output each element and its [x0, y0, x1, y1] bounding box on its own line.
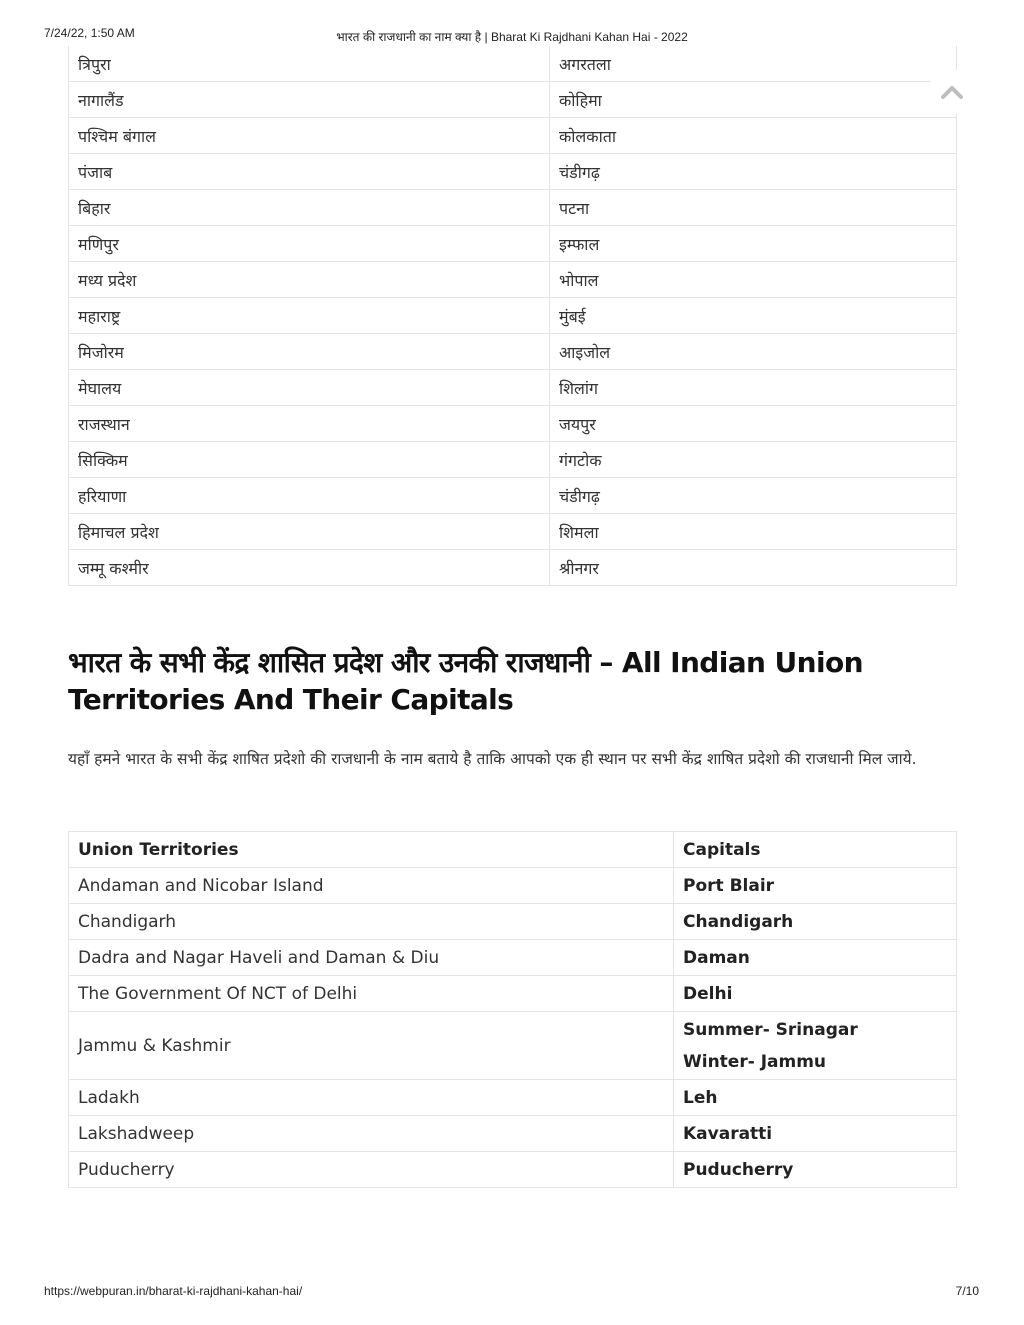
state-cell: त्रिपुरा — [69, 46, 550, 82]
state-cell: हरियाणा — [69, 478, 550, 514]
header-union-territories: Union Territories — [69, 832, 674, 868]
table-row — [69, 370, 957, 406]
capital-cell: Daman — [674, 940, 957, 976]
page-number: 7/10 — [955, 1284, 979, 1298]
territory-cell: Ladakh — [69, 1080, 674, 1116]
table-header-row — [69, 832, 957, 868]
state-cell: जम्मू कश्मीर — [69, 550, 550, 586]
capital-cell: Leh — [674, 1080, 957, 1116]
table-row — [69, 1152, 957, 1188]
capital-cell: शिमला — [550, 514, 957, 550]
territory-cell: Andaman and Nicobar Island — [69, 868, 674, 904]
print-page-title: भारत की राजधानी का नाम क्या है | Bharat Ki Rajdhani Kahan Hai - 2022 — [336, 30, 688, 44]
capital-cell: अगरतला — [550, 46, 957, 82]
table-row — [69, 82, 957, 118]
intro-paragraph: यहाँ हमने भारत के सभी केंद्र शाषित प्रदेशो की राजधानी के नाम बताये है ताकि आपको एक ही स्थान पर सभी केंद्र शाषित प्रदेशो की राजधानी मिल जाये. — [68, 750, 917, 768]
section-heading: भारत के सभी केंद्र शासित प्रदेश और उनकी राजधानी – All Indian Union Territories And Their Capitals — [68, 646, 863, 716]
capital-cell: गंगटोक — [550, 442, 957, 478]
states-capitals-table — [68, 46, 957, 586]
territory-cell: Chandigarh — [69, 904, 674, 940]
territory-cell: Dadra and Nagar Haveli and Daman & Diu — [69, 940, 674, 976]
capital-cell: कोलकाता — [550, 118, 957, 154]
table-row — [69, 298, 957, 334]
winter-capital: Winter- Jammu — [683, 1051, 827, 1072]
table-row — [69, 940, 957, 976]
capital-cell: जयपुर — [550, 406, 957, 442]
state-cell: नागालैंड — [69, 82, 550, 118]
page-url: https://webpuran.in/bharat-ki-rajdhani-kahan-hai/ — [44, 1284, 303, 1298]
territory-cell: Lakshadweep — [69, 1116, 674, 1152]
state-cell: पश्चिम बंगाल — [69, 118, 550, 154]
table-row — [69, 190, 957, 226]
state-cell: महाराष्ट्र — [69, 298, 550, 334]
table-row — [69, 46, 957, 82]
capital-cell: चंडीगढ़ — [550, 154, 957, 190]
capital-cell: Puducherry — [674, 1152, 957, 1188]
state-cell: सिक्किम — [69, 442, 550, 478]
capital-cell: Chandigarh — [674, 904, 957, 940]
print-footer — [0, 1284, 1024, 1302]
state-cell: बिहार — [69, 190, 550, 226]
state-cell: मेघालय — [69, 370, 550, 406]
capital-cell — [674, 1012, 957, 1080]
capital-cell: आइजोल — [550, 334, 957, 370]
table-row — [69, 262, 957, 298]
table-row — [69, 868, 957, 904]
table-row — [69, 976, 957, 1012]
capital-cell: Delhi — [674, 976, 957, 1012]
table-row — [69, 514, 957, 550]
capital-cell: मुंबई — [550, 298, 957, 334]
capital-cell: Kavaratti — [674, 1116, 957, 1152]
state-cell: मणिपुर — [69, 226, 550, 262]
state-cell: मिजोरम — [69, 334, 550, 370]
capital-cell: Port Blair — [674, 868, 957, 904]
state-cell: पंजाब — [69, 154, 550, 190]
table-row — [69, 478, 957, 514]
print-header — [0, 24, 1024, 44]
territory-cell: Puducherry — [69, 1152, 674, 1188]
capital-cell: इम्फाल — [550, 226, 957, 262]
table-row — [69, 226, 957, 262]
union-territories-table — [68, 831, 957, 1188]
capital-cell: शिलांग — [550, 370, 957, 406]
capital-cell: पटना — [550, 190, 957, 226]
territory-cell: Jammu & Kashmir — [69, 1012, 674, 1080]
chevron-up-icon — [941, 85, 963, 99]
capital-cell: कोहिमा — [550, 82, 957, 118]
state-cell: हिमाचल प्रदेश — [69, 514, 550, 550]
state-cell: मध्य प्रदेश — [69, 262, 550, 298]
table-row — [69, 406, 957, 442]
table-row — [69, 904, 957, 940]
table-row — [69, 1012, 957, 1080]
table-row — [69, 550, 957, 586]
header-capitals: Capitals — [674, 832, 957, 868]
table-row — [69, 154, 957, 190]
summer-capital: Summer- Srinagar — [683, 1019, 858, 1040]
capital-cell: चंडीगढ़ — [550, 478, 957, 514]
table-row — [69, 118, 957, 154]
state-cell: राजस्थान — [69, 406, 550, 442]
print-date: 7/24/22, 1:50 AM — [44, 26, 135, 40]
table-row — [69, 334, 957, 370]
table-row — [69, 1116, 957, 1152]
scroll-to-top-button[interactable] — [930, 70, 974, 114]
capital-cell: भोपाल — [550, 262, 957, 298]
table-row — [69, 442, 957, 478]
capital-cell: श्रीनगर — [550, 550, 957, 586]
territory-cell: The Government Of NCT of Delhi — [69, 976, 674, 1012]
table-row — [69, 1080, 957, 1116]
